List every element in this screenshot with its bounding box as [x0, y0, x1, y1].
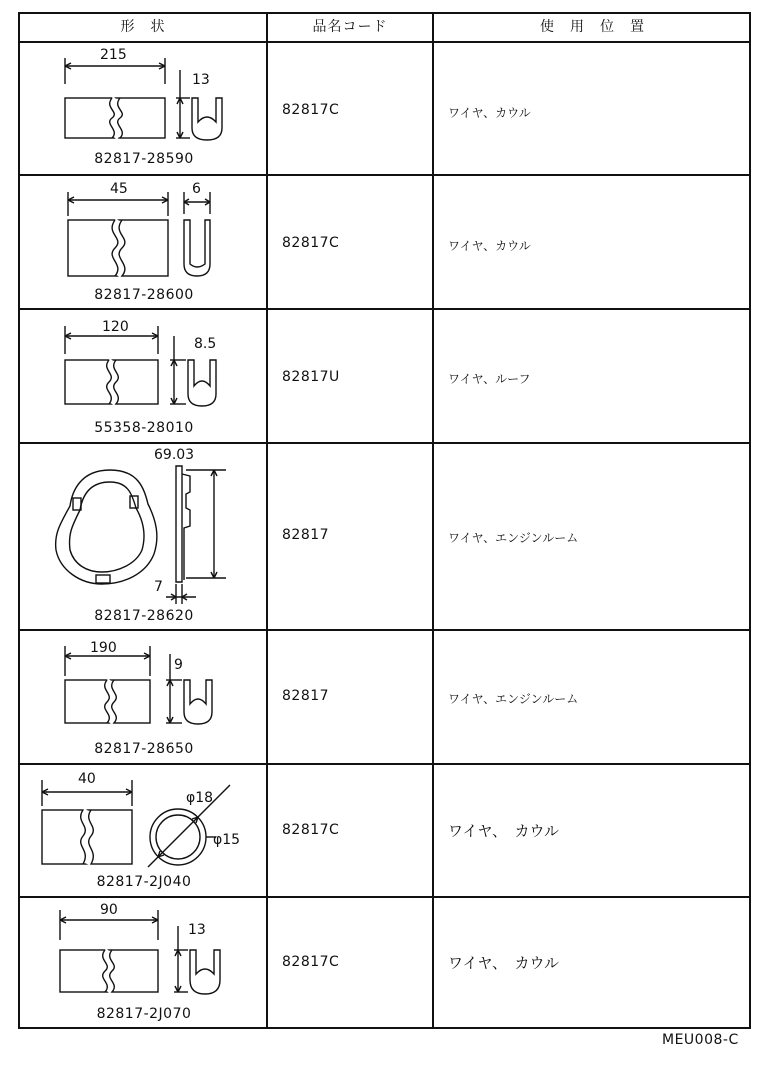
- dim-inner-diameter: φ15: [213, 832, 241, 848]
- parts-table: [18, 12, 751, 1029]
- column-divider: [432, 14, 434, 1027]
- clip-drawing-28590: [65, 58, 222, 140]
- product-code: 82817C: [282, 822, 340, 838]
- header-position: 使 用 位 置: [540, 19, 645, 35]
- usage-position: ワイヤ、エンジンルーム: [448, 692, 579, 706]
- clip-drawing-28650: [65, 646, 212, 724]
- part-number: 82817-2J040: [96, 874, 192, 890]
- grommet-drawing-28620: [56, 466, 226, 604]
- header-shape: 形 状: [120, 19, 166, 35]
- document-code: MEU008-C: [662, 1032, 739, 1048]
- product-code: 82817: [282, 688, 330, 704]
- dim-height: 9: [174, 657, 183, 673]
- dim-length: 120: [102, 319, 129, 335]
- usage-position: ワイヤ、カウル: [448, 106, 531, 120]
- column-divider: [266, 14, 268, 1027]
- part-number: 82817-28620: [94, 608, 194, 624]
- product-code: 82817: [282, 527, 330, 543]
- product-code: 82817U: [282, 369, 340, 385]
- part-number: 82817-28590: [94, 151, 194, 167]
- dim-height: 6: [192, 181, 201, 197]
- dim-height: 8.5: [194, 336, 217, 352]
- dim-length: 215: [100, 47, 127, 63]
- clip-drawing-28600: [68, 192, 210, 276]
- part-number: 82817-28650: [94, 741, 194, 757]
- part-number: 82817-28600: [94, 287, 194, 303]
- part-number: 82817-2J070: [96, 1006, 192, 1022]
- dim-length: 190: [90, 640, 117, 656]
- dim-outer-diameter: φ18: [186, 790, 214, 806]
- dim-length: 69.03: [154, 447, 195, 463]
- dim-length: 90: [100, 902, 118, 918]
- usage-position: ワイヤ、ルーフ: [448, 372, 531, 386]
- part-number: 55358-28010: [94, 420, 194, 436]
- product-code: 82817C: [282, 235, 340, 251]
- dim-height: 13: [188, 922, 206, 938]
- usage-position: ワイヤ、カウル: [448, 239, 531, 253]
- dim-height: 13: [192, 72, 210, 88]
- dim-height: 7: [154, 579, 163, 595]
- usage-position: ワイヤ、 カウル: [448, 954, 560, 972]
- usage-position: ワイヤ、エンジンルーム: [448, 531, 579, 545]
- header-code: 品名コード: [312, 19, 388, 35]
- dim-length: 40: [78, 771, 96, 787]
- dim-length: 45: [110, 181, 128, 197]
- usage-position: ワイヤ、 カウル: [448, 822, 560, 840]
- product-code: 82817C: [282, 102, 340, 118]
- product-code: 82817C: [282, 954, 340, 970]
